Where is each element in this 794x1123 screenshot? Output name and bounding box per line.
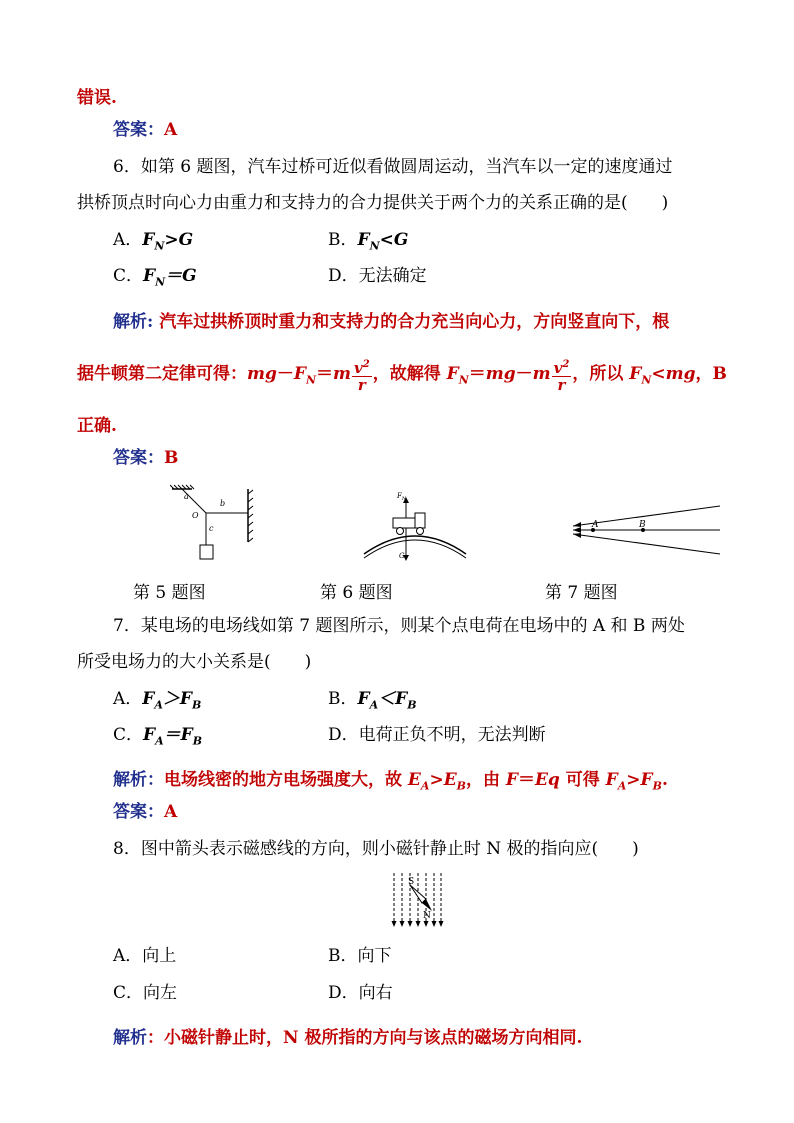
q6-answer: 答案：B [113,448,179,468]
prev-analysis-tail: 错误. [77,88,117,108]
q6-stem-line2: 拱桥顶点时向心力由重力和支持力的合力提供关于两个力的关系正确的是( ) [77,193,669,213]
answer-value: A [164,120,178,140]
q8-analysis: 解析：小磁针静止时，N 极所指的方向与该点的磁场方向相同. [113,1028,583,1048]
q8-option-c: C．向左 [113,983,178,1003]
fig5-label-b: b [220,499,226,508]
q7-option-a: A．$F_A>F_B$ [113,689,202,712]
magnetic-field-diagram [388,871,444,929]
answer-label: 答案： [113,120,164,140]
q6-analysis-line1: 解析: 汽车过拱桥顶时重力和支持力的合力充当向心力，方向竖直向下，根 [113,312,670,332]
q7-option-c: C．$F_A=F_B$ [113,725,203,748]
q8-option-d: D．向右 [328,983,393,1003]
q8-option-a: A．向上 [113,946,177,966]
q6-option-d: D．无法确定 [328,266,427,286]
q8-stem: 8．图中箭头表示磁感线的方向，则小磁针静止时 N 极的指向应( ) [113,839,639,859]
figure-7-diagram [565,500,725,560]
q8-option-b: B．向下 [328,946,392,966]
q6-analysis-line3: 正确. [77,416,117,436]
q6-option-a: A．$F_N>G$ [113,230,194,253]
figure-5-diagram [170,484,260,564]
prev-answer [113,118,177,142]
figure-5-caption: 第 5 题图 [133,583,206,603]
fig6-label-g: G [399,552,405,560]
fig5-label-c: c [209,524,214,533]
q7-answer: 答案：A [113,802,178,822]
figure-6-caption: 第 6 题图 [320,583,393,603]
needle-label-n: N [423,911,431,921]
q6-stem-line1: 6．如第 6 题图，汽车过桥可近似看做圆周运动，当汽车以一定的速度通过 [113,157,673,177]
q6-analysis-line2: 据牛顿第二定律可得：$mg-F_N=m$ $\frac{v^2}{r}$ ，故解得 $F_N=mg-m$ $\frac{v^2}{r}$ ，所以 $F_N<mg$，B [77,358,727,394]
fig7-label-b: B [639,520,646,530]
analysis-label: 解析: [113,312,154,332]
q7-analysis: 解析：电场线密的地方电场强度大，故 $E_A>E_B$，由 F＝Eq 可得 $F_A>F_B$. [113,770,668,793]
fig6-label-fn: $F_N$ [397,492,407,502]
fig5-label-a: a [184,492,189,501]
q7-option-d: D．电荷正负不明，无法判断 [328,725,546,745]
figure-7-caption: 第 7 题图 [545,583,618,603]
q7-stem-line1: 7．某电场的电场线如第 7 题图所示，则某个点电荷在电场中的 A 和 B 两处 [113,616,685,636]
q6-option-c: C．$F_N=G$ [113,266,197,289]
q7-stem-line2: 所受电场力的大小关系是( ) [77,652,312,672]
q6-option-b: B．$F_N<G$ [328,230,409,253]
q7-option-b: B．$F_A<F_B$ [328,689,417,712]
fig5-label-o: O [192,511,199,520]
fig7-label-a: A [592,520,599,530]
needle-label-s: S [408,877,415,887]
figure-6-diagram [360,488,470,568]
